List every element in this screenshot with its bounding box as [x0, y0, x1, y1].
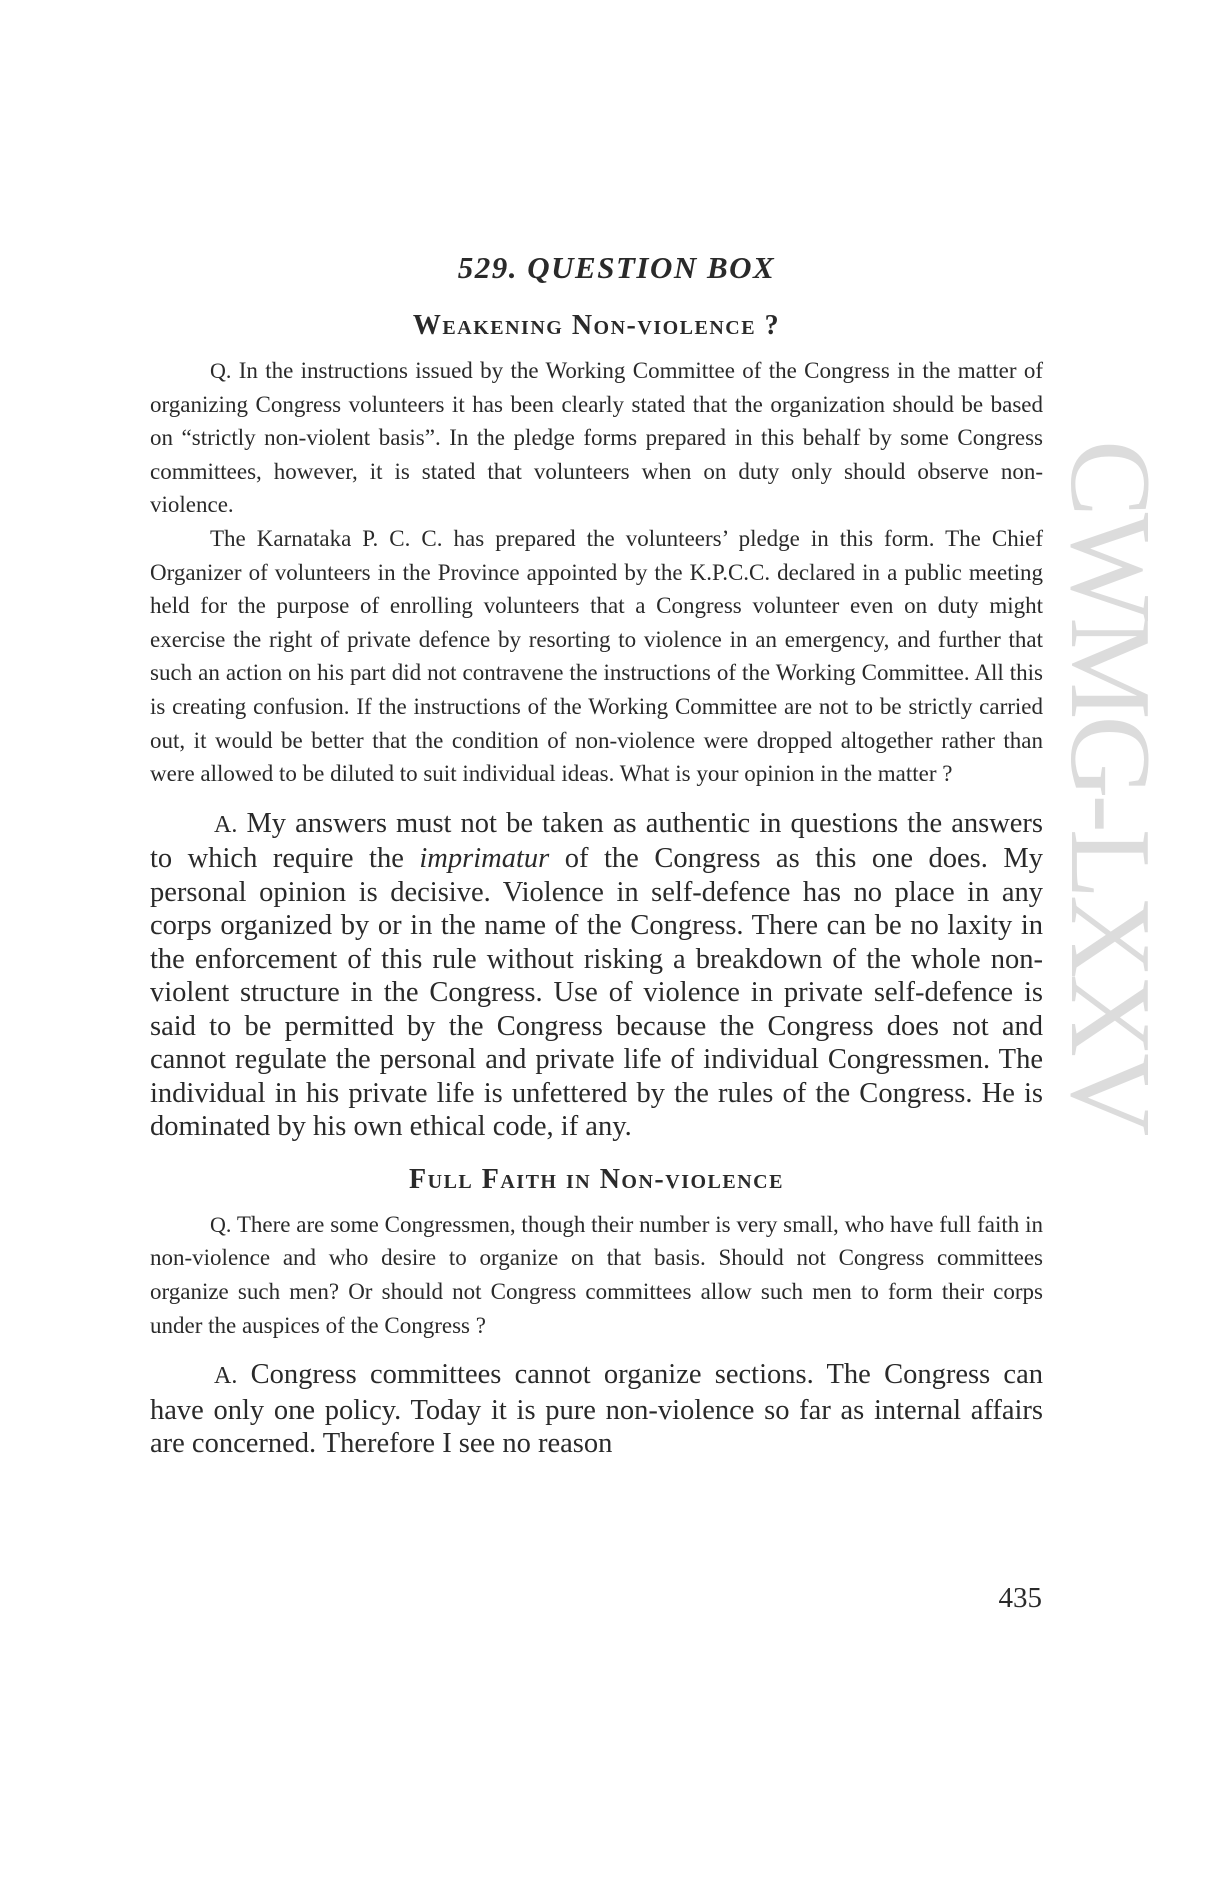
answer-2-text: Congress committees cannot organize sections. The Congress can have only one policy. Today it is pure non-violence so far as internal affairs are concerned. Therefore I see no reason — [150, 1359, 1043, 1460]
section-heading-weakening: Weakening Non-violence ? — [412, 310, 781, 341]
watermark: CWMG-LXXV — [1047, 440, 1174, 1133]
answer-1 — [150, 807, 1043, 1144]
answer-label: A. — [214, 811, 238, 838]
question-label: Q. — [210, 358, 232, 383]
section-heading-full-faith: Full Faith in Non-violence — [409, 1163, 784, 1195]
page-title: 529. QUESTION BOX — [457, 250, 776, 285]
question-label: Q. — [210, 1211, 232, 1237]
question-1 — [150, 354, 1043, 791]
page-body — [150, 250, 1043, 1461]
question-1-text: In the instructions issued by the Working Committee of the Congress in the matter of organizing Congress volunteers it has been clearly stated that the organization should be based on “strictly non-violent basis”. In the pledge forms prepared in this behalf by some Congress committees, however, it is stated that volunteers when on duty only should observe non-violence. — [150, 358, 1043, 518]
answer-1-italic: imprimatur — [419, 843, 550, 875]
question-1-text-continued: The Karnataka P. C. C. has prepared the volunteers’ pledge in this form. The Chief Organizer of volunteers in the Province appointed by the K.P.C.C. declared in a public meeting held for the purpose of enrolling volunteers that a Congress volunteer even on duty might exercise the right of private defence by resorting to violence in an emergency, and further that such an action on his part did not contravene the instructions of the Working Committee. All this is creating confusion. If the instructions of the Working Committee are not to be strictly carried out, it would be better that the condition of non-violence were dropped altogether rather than were allowed to be diluted to suit individual ideas. What is your opinion in the matter ? — [150, 525, 1043, 787]
answer-2 — [150, 1358, 1043, 1461]
question-2 — [150, 1208, 1043, 1342]
answer-1-text-a: My answers must not be taken as authentic in questions the answers to which require the — [150, 807, 1044, 875]
answer-1-text-b: of the Congress as this one does. My personal opinion is decisive. Violence in self-defence has no place in any corps organized by or in the name of the Congress. There can be no laxity in the enforcement of this rule without risking a breakdown of the whole non-violent structure in the Congress. Use of violence in private self-defence is said to be permitted by the Congress because the Congress does not and cannot regulate the personal and private life of individual Congressmen. The individual in his private life is unfettered by the rules of the Congress. He is dominated by his own ethical code, if any. — [150, 843, 1044, 1143]
page-number: 435 — [998, 1582, 1042, 1614]
question-2-text: There are some Congressmen, though their number is very small, who have full faith in non-violence and who desire to organize on that basis. Should not Congress committees organize such men? Or should not Congress committees allow such men to form their corps under the auspices of the Congress ? — [150, 1211, 1043, 1338]
answer-label: A. — [214, 1363, 238, 1390]
